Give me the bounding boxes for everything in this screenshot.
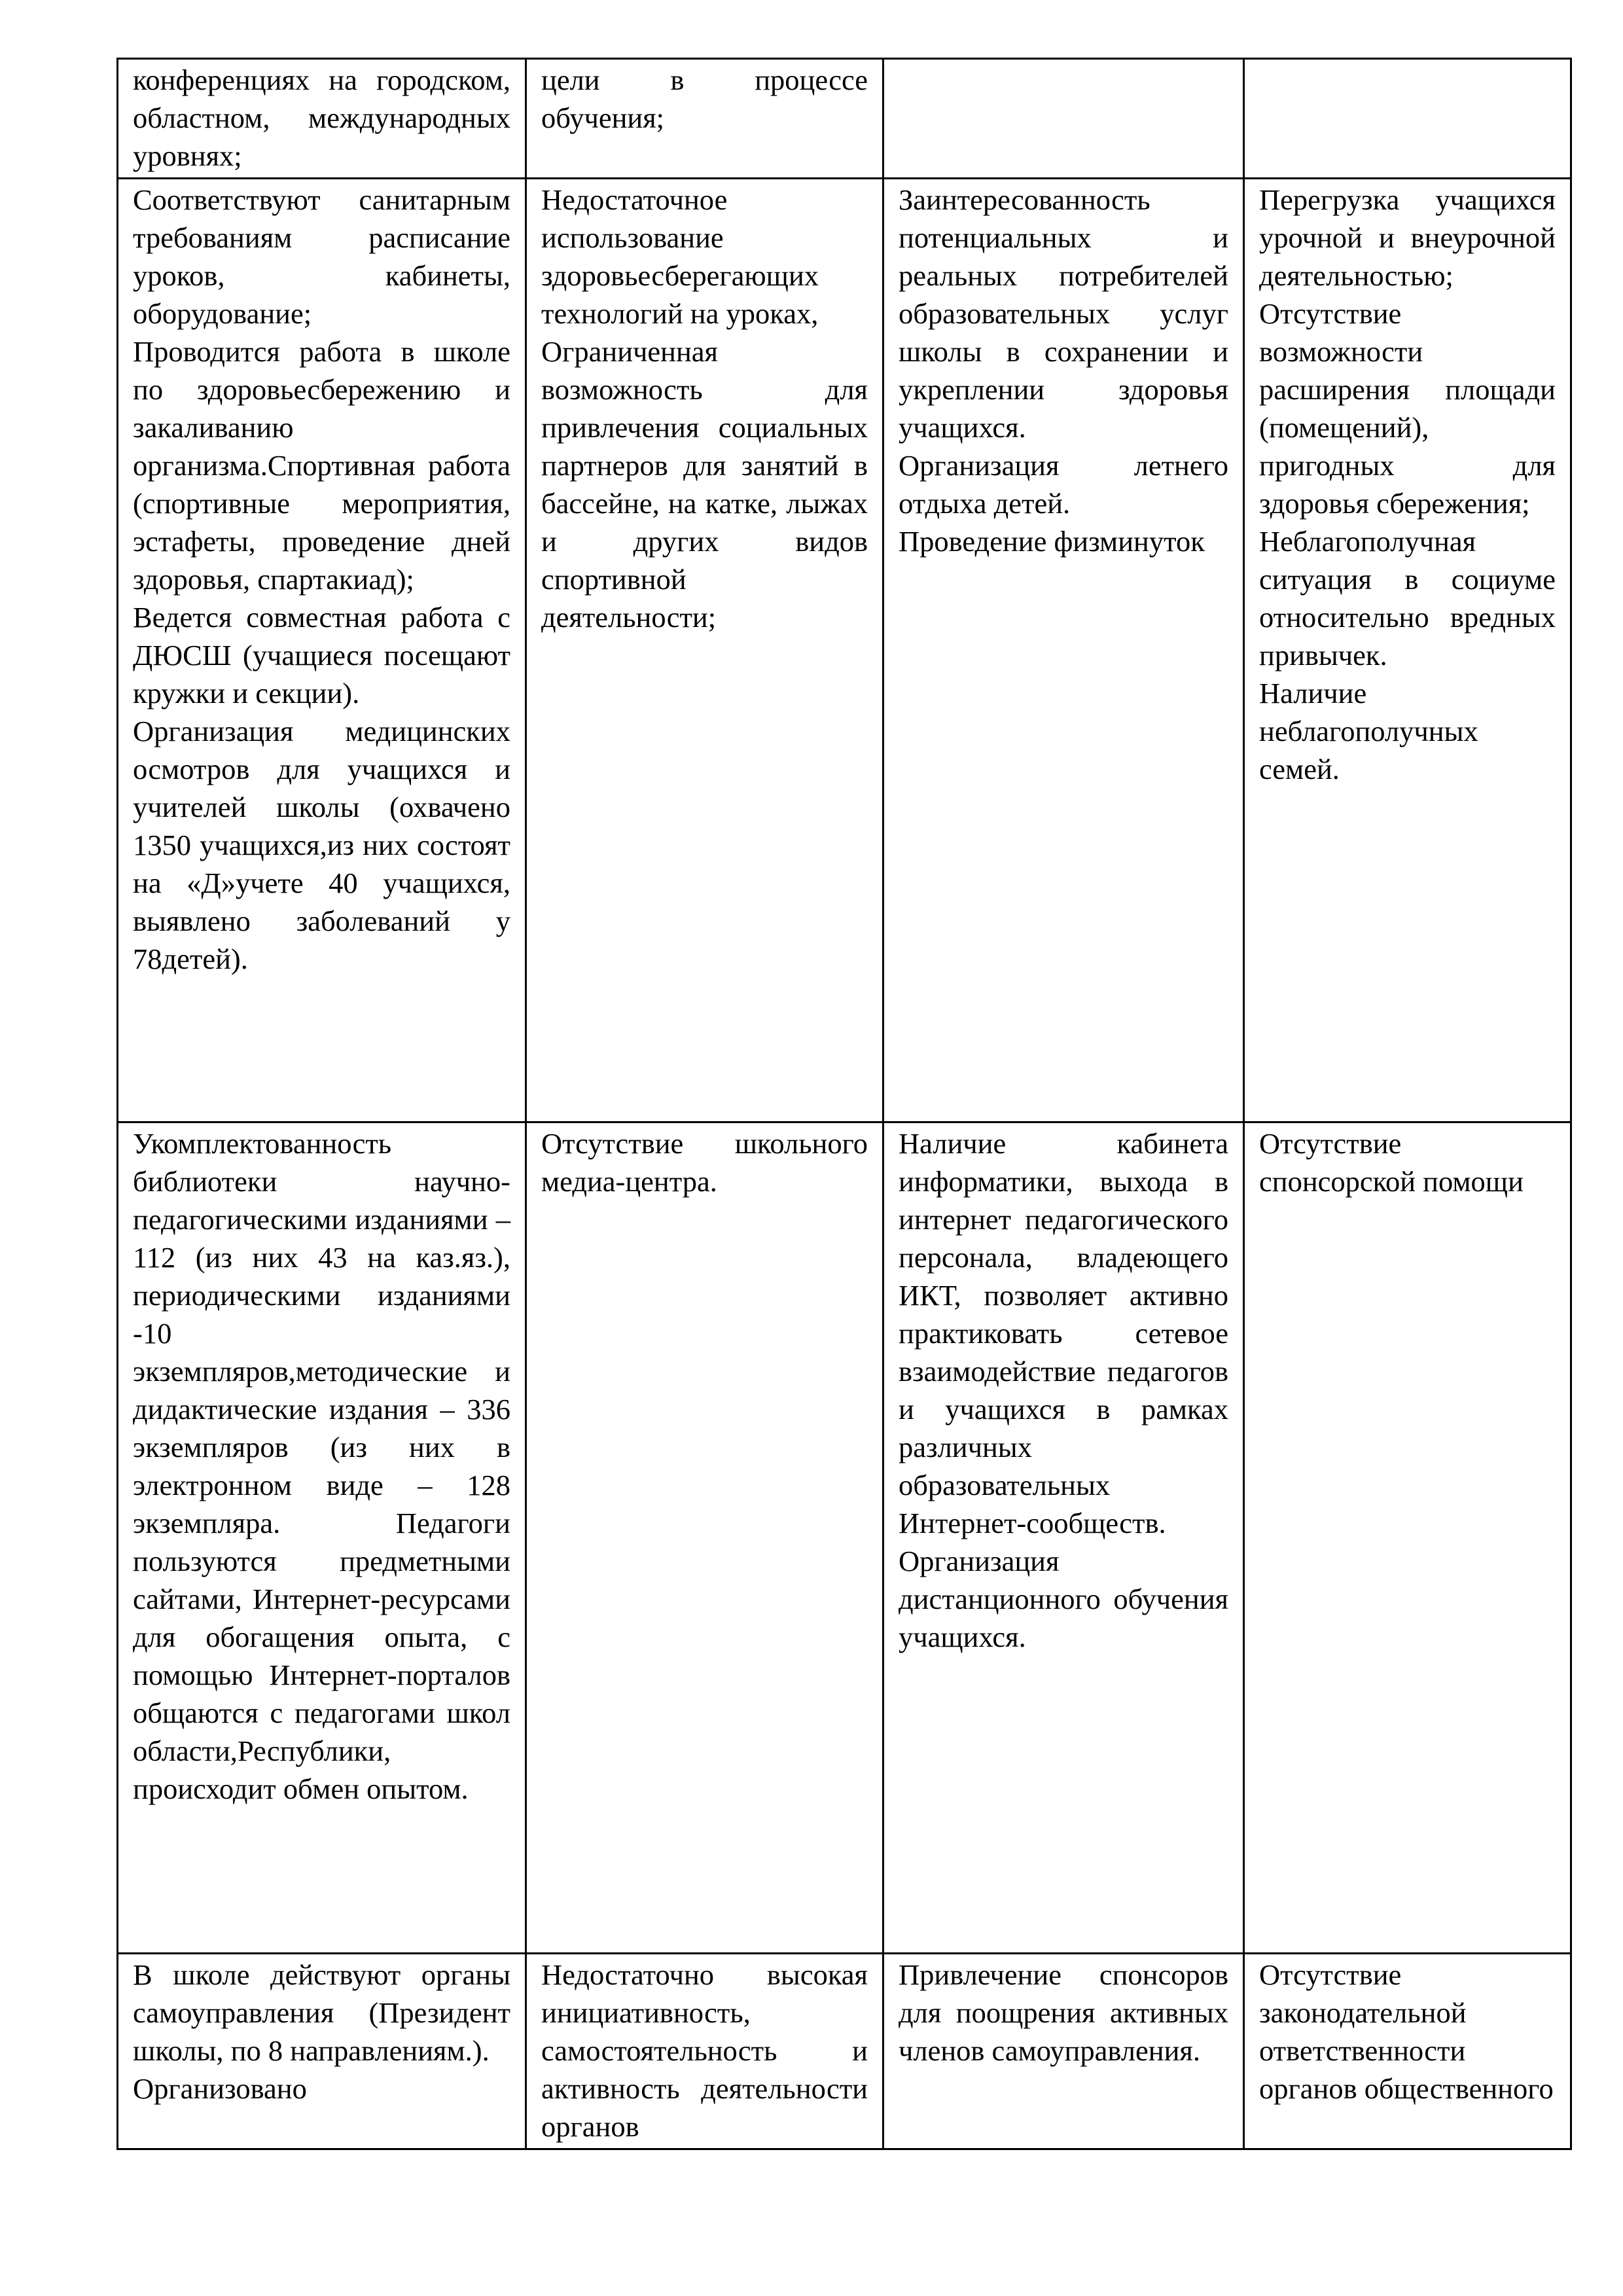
cell-text: Соответствуют санитарным требованиям расписание уроков, кабинеты, оборудование; [133,183,510,330]
cell-text: Заинтересованность потенциальных и реальных потребителей образовательных услуг школы в сохранении и укреплении здоровья учащихся. [899,183,1228,444]
cell-text: Наличие кабинета информатики, выхода в интернет педагогического персонала, владеющего ИКТ, позволяет активно практиковать сетевое взаимодействие педагогов и учащихся в рамках различных образовательных Интернет-сообществ. [899,1127,1228,1539]
table-cell [1244,59,1571,179]
table-cell [118,1954,526,2149]
table-row [118,1122,1571,1954]
cell-text: Отсутствие спонсорской помощи [1259,1127,1524,1198]
table-cell [883,1122,1244,1954]
table-cell [526,1954,883,2149]
cell-text: Проводится работа в школе по здоровьесбережению и закаливанию организма.Спортивная работа (спортивные мероприятия, эстафеты, проведение дней здоровья, спартакиад); [133,335,510,596]
cell-text: Организация летнего отдыха детей. [899,449,1228,520]
cell-text: Недостаточное использование здоровьесберегающих технологий на уроках, [541,183,819,330]
table-cell [883,1954,1244,2149]
cell-text: Организация дистанционного обучения учащихся. [899,1545,1228,1653]
table-row [118,179,1571,1122]
table-cell [883,59,1244,179]
table-cell [1244,1954,1571,2149]
table-cell [526,179,883,1122]
cell-text: Наличие неблагополучных семей. [1259,677,1478,785]
cell-text: Отсутствие школьного медиа-центра. [541,1127,868,1198]
cell-text: Перегрузка учащихся урочной и внеурочной деятельностью; [1259,183,1556,292]
table-cell [1244,179,1571,1122]
table-cell [118,59,526,179]
cell-text: Ограниченная возможность для привлечения социальных партнеров для занятий в бассейне, на катке, лыжах и других видов спортивной деятельности; [541,335,868,634]
table-cell [883,179,1244,1122]
cell-text: Недостаточно высокая инициативность, самостоятельность и активность деятельности органов [541,1958,868,2143]
cell-text: В школе действуют органы самоуправления (Президент школы, по 8 направлениям.). [133,1958,510,2067]
cell-text: Отсутствие возможности расширения площади (помещений), пригодных для здоровья сбережения; [1259,297,1556,520]
table-row [118,59,1571,179]
table-cell [118,1122,526,1954]
table-cell [1244,1122,1571,1954]
table-row [118,1954,1571,2149]
cell-text: Ведется совместная работа с ДЮСШ (учащиеся посещают кружки и секции). [133,601,510,709]
table-cell [526,1122,883,1954]
table-cell [526,59,883,179]
cell-text: Отсутствие законодательной ответственности органов общественного [1259,1958,1554,2105]
swot-table [116,58,1572,2150]
cell-text: Укомплектованность библиотеки научно-педагогическими изданиями – 112 (из них 43 на каз.яз.), периодическими изданиями -10 экземпляров,методические и дидактические издания – 336 экземпляров (из них в электронном виде – 128 экземпляра. Педагоги пользуются предметными сайтами, Интернет-ресурсами для обогащения опыта, с помощью Интернет-порталов общаются с педагогами школ области,Республики, происходит обмен опытом. [133,1127,510,1805]
table-cell [118,179,526,1122]
cell-text: Неблагополучная ситуация в социуме относительно вредных привычек. [1259,525,1556,672]
cell-text: Организовано [133,2072,307,2105]
cell-text: конференциях на городском, областном, международных уровнях; [133,63,510,172]
cell-text: Проведение физминуток [899,525,1205,558]
cell-text: цели в процессе обучения; [541,63,868,134]
cell-text: Привлечение спонсоров для поощрения активных членов самоуправления. [899,1958,1228,2067]
cell-text: Организация медицинских осмотров для учащихся и учителей школы (охвачено 1350 учащихся,из них состоят на «Д»учете 40 учащихся, выявлено заболеваний у 78детей). [133,715,510,975]
